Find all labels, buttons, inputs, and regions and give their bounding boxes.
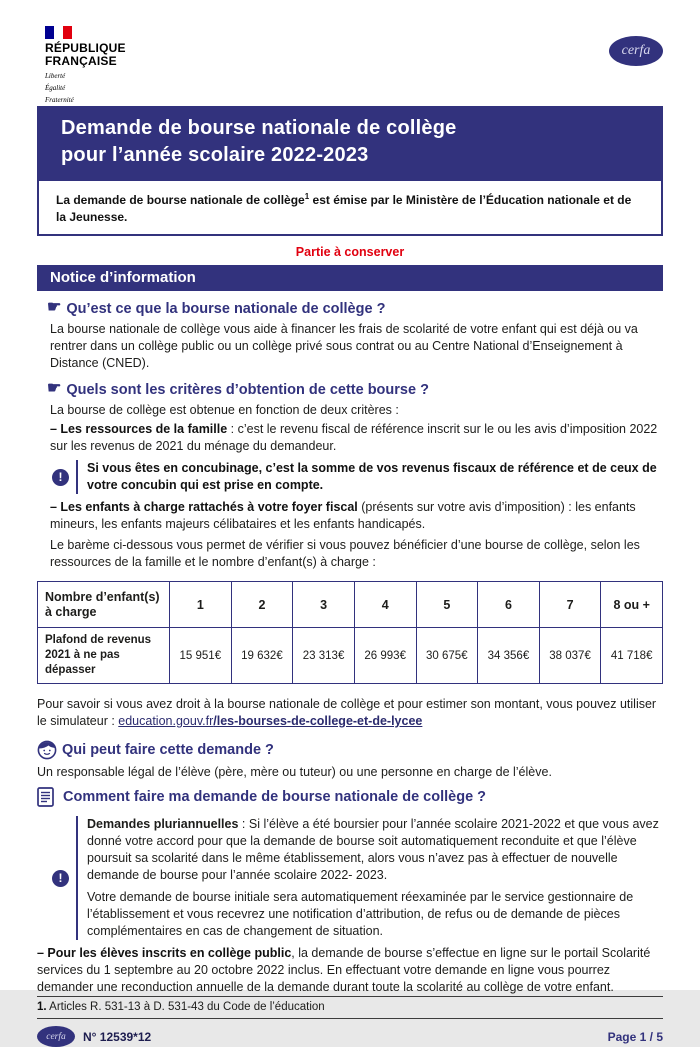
keep-part-label: Partie à conserver: [295, 245, 405, 259]
criteria-bullet-resources-rest: : c’est le revenu fiscal de référence inscrit sur le ou les avis d’imposition 2022 sur les revenus de 2021 du ménage du demandeur.: [50, 422, 658, 453]
table-row-children-count: [38, 582, 663, 628]
footer-left: [37, 1026, 151, 1047]
warning-pluriannual-block: [52, 816, 663, 940]
ceiling-value-cell: 23 313€: [293, 628, 355, 684]
warning-pluriannual-text: [76, 816, 663, 940]
simulator-paragraph: [37, 696, 663, 730]
simulator-text: Pour savoir si vous avez droit à la bourse nationale de collège et pour estimer son montant, vous pouvez utiliser le simulateur :: [37, 697, 657, 728]
section-heading-what-label: Qu’est ce que la bourse nationale de collège ?: [66, 301, 386, 317]
notice-information-bar: Notice d’information: [37, 265, 663, 291]
footnote-number: 1.: [37, 1001, 47, 1013]
ceiling-value-cell: 38 037€: [539, 628, 601, 684]
children-count-cell: 5: [416, 582, 478, 628]
republic-name-line2: FRANÇAISE: [45, 54, 117, 68]
form-subtitle-box: [37, 179, 663, 236]
criteria-intro: La bourse de collège est obtenue en fonction de deux critères :: [50, 403, 399, 417]
page-indicator: Page 1 / 5: [607, 1029, 663, 1044]
children-count-cell: 1: [170, 582, 232, 628]
cerfa-logo-text: cerfa: [621, 43, 651, 58]
ceiling-value-cell: 26 993€: [354, 628, 416, 684]
warning-pluriannual-p2: Votre demande de bourse initiale sera automatiquement réexaminée par le service gestionnaire de l’établissement et vous recevrez une notification d’attribution, de refus ou de demande de pièces complémentaires en cas de changement de situation.: [87, 890, 634, 938]
form-title-line2: pour l’année scolaire 2022-2023: [61, 144, 369, 166]
cerfa-logo-small: [37, 1026, 75, 1047]
republique-francaise-logo: [37, 26, 126, 104]
table-header-income-ceiling: Plafond de revenus 2021 à ne pas dépasser: [38, 628, 170, 684]
criteria-bullet-children: [50, 499, 663, 533]
document-header: [37, 26, 663, 104]
section-heading-how: [37, 787, 663, 807]
section-heading-criteria: [47, 382, 663, 398]
table-row-income-ceiling: [38, 628, 663, 684]
form-title-line1: Demande de bourse nationale de collège: [61, 117, 457, 139]
warning-concubinage-block: [52, 460, 663, 494]
subtitle-text: La demande de bourse nationale de collège: [56, 193, 305, 207]
ceiling-value-cell: 15 951€: [170, 628, 232, 684]
criteria-bullet-children-rest: (présents sur votre avis d’imposition) : les enfants mineurs, les enfants majeurs célibataires et les enfants handicapés.: [50, 500, 636, 531]
children-count-cell: 3: [293, 582, 355, 628]
republic-name-line1: RÉPUBLIQUE: [45, 41, 126, 55]
criteria-bullet-resources-bold: – Les ressources de la famille: [50, 422, 228, 436]
how-bullet-public-college: [37, 945, 663, 996]
ceiling-value-cell: 19 632€: [231, 628, 293, 684]
how-bullet-public-college-bold: – Pour les élèves inscrits en collège public: [37, 946, 292, 960]
criteria-bullet-resources: [50, 421, 663, 455]
footer-bar: [37, 1019, 663, 1047]
pointing-hand-icon: ☛: [47, 299, 62, 316]
subtitle-text-after: est émise par le Ministère de l’Éducation nationale et de la Jeunesse.: [56, 193, 632, 224]
criteria-outro: Le barème ci-dessous vous permet de vérifier si vous pouvez bénéficier d’une bourse de collège, selon les ressources de la famille et le nombre d’enfant(s) à charge :: [50, 538, 640, 569]
simulator-link-domain[interactable]: education.gouv.fr: [118, 714, 214, 728]
cerfa-logo: [609, 36, 663, 66]
section-what-body: La bourse nationale de collège vous aide à financer les frais de scolarité de votre enfant qui est déjà ou va rentrer dans un collège public ou un collège privé sous contrat ou au Centre National d’Enseignement à Distance (CNED).: [50, 322, 638, 370]
document-footer: [37, 996, 663, 1047]
section-heading-who-label: Qui peut faire cette demande ?: [62, 742, 274, 758]
section-heading-criteria-label: Quels sont les critères d’obtention de cette bourse ?: [66, 382, 429, 398]
warning-concubinage-text: Si vous êtes en concubinage, c’est la somme de vos revenus fiscaux de référence et de ceux de votre concubin qui est prise en compte.: [76, 460, 663, 494]
warning-pluriannual-p1-bold: Demandes pluriannuelles: [87, 817, 239, 831]
income-ceiling-table: [37, 581, 663, 684]
ceiling-value-cell: 34 356€: [478, 628, 540, 684]
simulator-link-path[interactable]: /les-bourses-de-college-et-de-lycee: [213, 714, 423, 728]
document-icon: [37, 787, 54, 807]
exclamation-icon: !: [52, 870, 69, 887]
ceiling-value-cell: 41 718€: [601, 628, 663, 684]
footnote-reference: 1: [304, 192, 310, 201]
simulator-link[interactable]: [118, 714, 422, 728]
how-bullet-public-college-rest: , la demande de bourse s’effectue en ligne sur le portail Scolarité services du 1 septembre au 20 octobre 2022 inclus. En effectuant votre demande en ligne vous pourrez demander une reconduction annuelle de la demande durant toute la scolarité au collège de votre enfant.: [37, 946, 651, 994]
pointing-hand-icon: ☛: [47, 380, 62, 397]
french-flag-icon: [45, 26, 72, 39]
motto-egalite: Égalité: [45, 84, 66, 92]
ceiling-value-cell: 30 675€: [416, 628, 478, 684]
form-title-banner: [37, 106, 663, 179]
children-count-cell: 4: [354, 582, 416, 628]
children-count-cell: 8 ou +: [601, 582, 663, 628]
table-header-children-count: Nombre d’enfant(s) à charge: [38, 582, 170, 628]
form-number: N° 12539*12: [83, 1029, 152, 1044]
section-who-body: Un responsable légal de l’élève (père, mère ou tuteur) ou une personne en charge de l’élève.: [37, 765, 552, 779]
warning-pluriannual-p1: [87, 816, 663, 884]
cerfa-logo-small-text: cerfa: [46, 1031, 66, 1042]
children-count-cell: 2: [231, 582, 293, 628]
section-heading-what: [47, 301, 663, 317]
criteria-bullet-children-bold: – Les enfants à charge rattachés à votre foyer fiscal: [50, 500, 358, 514]
warning-pluriannual-p1-rest: : Si l’élève a été boursier pour l’année scolaire 2021-2022 et que vous avez donné votre accord pour que la demande de bourse soit automatiquement reconduite et que l’élève poursuit sa scolarité dans le même établissement, alors vous n’avez pas à effectuer de nouvelle demande de bourse pour l’année scolaire 2022- 2023.: [87, 817, 659, 882]
footnote: [37, 997, 663, 1018]
footnote-text: Articles R. 531-13 à D. 531-43 du Code de l’éducation: [46, 1001, 325, 1013]
person-face-icon: [37, 740, 57, 760]
motto-fraternite: Fraternité: [45, 96, 74, 104]
section-heading-who: [37, 740, 663, 760]
motto-liberte: Liberté: [45, 72, 66, 80]
children-count-cell: 7: [539, 582, 601, 628]
children-count-cell: 6: [478, 582, 540, 628]
exclamation-icon: !: [52, 469, 69, 486]
section-heading-how-label: Comment faire ma demande de bourse nationale de collège ?: [63, 789, 487, 805]
